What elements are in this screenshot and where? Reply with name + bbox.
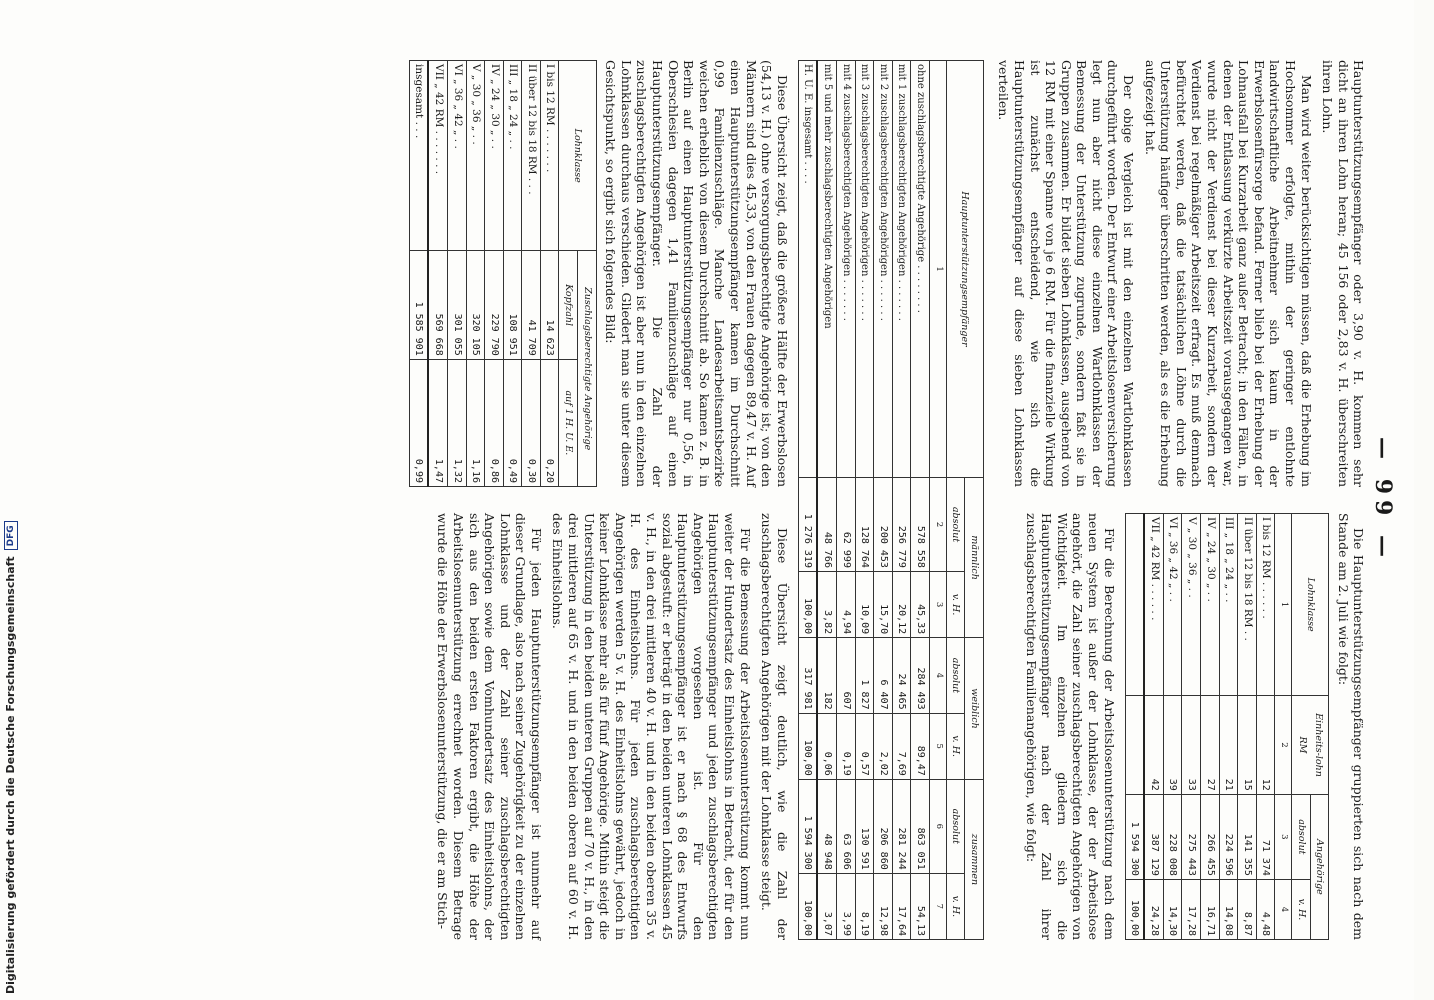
table-row: V „ 30 „ 36 „ . . 320 105 1,16	[466, 61, 485, 487]
col-header: absolut	[1292, 794, 1311, 879]
paragraph: Für jeden Hauptunterstützungsempfänger ist nunmehr auf dieser Grundlage, also nach seiner Zugehörigkeit zu der einzelnen Lohnklasse und der Zahl seiner zuschlagsberechtigten Angehörigen sowie dem Vomhundertsatz des Einheitslohns, der sich aus den beiden ersten Faktoren ergibt, die Höhe der Arbeitslosenunterstützung errechnet worden. Diesem Betrage wurde die Höhe der Erwerbslosenunterstützung, die er am Stich-	[435, 513, 544, 940]
table-row: IV „ 24 „ 30 „ . . 229 790 0,86	[485, 61, 504, 487]
paragraph: Für die Bemessung der Arbeitslosenunterstützung kommt nun weiter der Hundertsatz des Einheitslohns in Betracht, der für den Hauptunterstützungsempfänger und jeden zuschlagsberechtigten Angehörigen vorgesehen ist. Für den Hauptunterstützungsempfänger ist er nach § 68 des Entwurfs sozial abgestuft: er beträgt in den beiden unteren Lohnklassen 45 v. H., in den drei mittleren 40 v. H. und in den beiden oberen 35 v. H. des Einheitslohns. Für jeden zuschlagsberechtigten Angehörigen werden 5 v. H. des Einheitslohns gewährt, jedoch in keiner Lohnklasse mehr als für fünf Angehörige. Mithin steigt die Unterstützung in den beiden unteren Gruppen auf 70 v. H., in den drei mittleren auf 65 v. H. und in den beiden oberen auf 60 v. H. des Einheitslohns.	[550, 513, 753, 940]
table-row: VII „ 42 RM . . . . . . 42 387 129 24,28	[1144, 514, 1163, 940]
table-total-row: 1 594 300 100,00	[1125, 514, 1144, 940]
dfg-logo: DFG	[4, 521, 18, 550]
col-header: auf 1 H. U. E.	[559, 359, 578, 486]
col-header: Lohnklasse	[559, 61, 596, 251]
table-row: II über 12 bis 18 RM . . . 41 709 0,30	[522, 61, 541, 487]
paragraph: Man wird weiter berücksichtigen müssen, daß die Erhebung im Hochsommer erfolgte, mithin der geringer entlohnte landwirtschaftliche Arbeitnehmer sich kaum in der Erwerbslosenfürsorge befand. Ferner blieb bei der Erhebung der Lohnausfall bei Kurzarbeit ganz außer Betracht; in den Fällen, in denen der Entlassung verkürzte Arbeitszeit vorausgegangen war, wurde nicht der Verdienst bei dieser Kurzarbeit, sondern der Verdienst bei regelmäßiger Arbeitszeit erfragt. Es muß demnach befürchtet werden, daß die tatsächlichen Löhne durch die Unterstützung häufiger überschritten werden, als es die Erhebung aufgezeigt hat.	[1142, 60, 1314, 487]
table-row: VI „ 36 „ 42 „ . . 301 055 1,32	[447, 61, 466, 487]
column-number: 1	[929, 61, 946, 478]
col-header: Einheits-lohn RM	[1292, 696, 1329, 795]
column-number: 6	[929, 779, 946, 873]
col-header: v. H.	[946, 713, 965, 779]
col-header: Zuschlagsberechtigte Angehörige	[578, 251, 597, 487]
col-header: Angehörige	[1310, 794, 1329, 939]
col-header: absolut	[946, 478, 965, 572]
digitization-credit	[0, 0, 22, 1000]
right-column-lower	[401, 513, 790, 940]
col-header: Hauptunterstützungsempfänger	[946, 61, 983, 478]
col-header: v. H.	[946, 571, 965, 637]
table-row: mit 1 zuschlagsberechtigten Angehörigen . . . . . . . 256 779 20,12 24 465 7,69 281 244 17,64	[892, 61, 911, 940]
column-number: 5	[929, 713, 946, 779]
col-header: Kopfzahl	[559, 251, 578, 359]
table-row: ohne zuschlagsberechtigte Angehörige . . . . . . . . 578 558 45,33 284 493 89,47 863 051 54,13	[911, 61, 930, 940]
column-number: 3	[1275, 794, 1292, 879]
text-columns	[990, 60, 1367, 940]
column-number: 7	[929, 873, 946, 939]
left-column	[990, 60, 1367, 487]
col-header: Lohnklasse	[1292, 514, 1329, 696]
text-columns-lower	[401, 60, 790, 940]
table-total-row: H. U. E. insgesamt . . . . 1 276 319 100,00 317 981 100,00 1 594 300 100,00	[798, 61, 817, 940]
col-header: männlich	[965, 478, 984, 638]
table-row: VII „ 42 RM . . . . . . . 569 668 1,47	[428, 61, 447, 487]
paragraph: Diese Übersicht zeigt, daß die größere Hälfte der Erwerbslosen (54,13 v. H.) ohne versorgungsberechtigte Angehörige ist; von den Männern sind dies 45,33, von den Frauen dagegen 89,47 v. H. Auf einen Hauptunterstützungsempfänger kamen im Durchschnitt 0,99 Familienzuschläge. Manche Landesarbeitsamtsbezirke weichen erheblich von diesem Durchschnitt ab. So kamen z. B. in Berlin auf einen Hauptunterstützungsempfänger nur 0,56, in Oberschlesien dagegen 1,41 Familienzuschläge auf einen Hauptunterstützungsempfänger. Die Zahl der zuschlagsberechtigten Angehörigen ist aber nun in den einzelnen Lohnklassen durchaus verschieden. Gliedert man sie unter diesem Gesichtspunkt, so ergibt sich folgendes Bild:	[603, 60, 790, 487]
table-row: mit 4 zuschlagsberechtigten Angehörigen . . . . . . . 62 999 4,94 607 0,19 63 606 3,99	[837, 61, 856, 940]
col-header: v. H.	[1292, 879, 1311, 939]
paragraph: Hauptunterstützungsempfänger oder 3,90 v. H. kommen sehr dicht an ihren Lohn heran; 45 156 oder 2,83 v. H. überschreiten ihren Lohn.	[1320, 60, 1367, 487]
col-header: weiblich	[965, 638, 984, 780]
column-number: 2	[1275, 696, 1292, 795]
table-row: V „ 30 „ 36 „ . . 33 275 443 17,28	[1182, 514, 1201, 940]
col-header: zusammen	[965, 779, 984, 939]
dependents-per-class-table	[409, 60, 597, 487]
left-column-lower	[401, 60, 790, 487]
table-row: mit 5 und mehr zuschlagsberechtigten Angehörigen 48 766 3,82 182 0,06 48 948 3,07	[817, 61, 836, 940]
paragraph: Diese Übersicht zeigt deutlich, wie die Zahl der zuschlagsberechtigten Angehörigen mit der Lohnklasse steigt.	[759, 513, 790, 940]
column-number: 4	[1275, 879, 1292, 939]
col-header: absolut	[946, 779, 965, 873]
col-header: v. H.	[946, 873, 965, 939]
table-row: II über 12 bis 18 RM . . 15 141 355 8,87	[1238, 514, 1257, 940]
column-number: 1	[1275, 514, 1292, 696]
table-row: VI „ 36 „ 42 „ . . 39 228 008 14,30	[1163, 514, 1182, 940]
table-row: mit 2 zuschlagsberechtigten Angehörigen . . . . . . . 200 453 15,70 6 407 2,02 206 860 12,98	[874, 61, 893, 940]
page-number: — 99 —	[1370, 437, 1396, 563]
col-header: absolut	[946, 638, 965, 713]
table-row: III „ 18 „ 24 „ . . 21 224 596 14,08	[1219, 514, 1238, 940]
column-number: 3	[929, 571, 946, 637]
table-row: mit 3 zuschlagsberechtigten Angehörigen . . . . . . . 128 764 10,09 1 827 0,57 130 591 8,19	[855, 61, 874, 940]
table-row: I bis 12 RM . . . . . . 12 71 374 4,48	[1256, 514, 1275, 940]
credit-text: Digitalisierung gefördert durch die Deutsche Forschungsgemeinschaft	[4, 556, 17, 994]
table-total-row: insgesamt . . . 1 585 901 0,99	[409, 61, 428, 487]
paragraph: Die Hauptunterstützungsempfänger gruppierten sich nach dem Stande am 2. Juli wie folgt:	[1335, 513, 1367, 940]
table-row: IV „ 24 „ 30 „ . . 27 266 455 16,71	[1201, 514, 1220, 940]
column-number: 2	[929, 478, 946, 572]
family-dependents-table	[798, 60, 984, 940]
right-column	[990, 513, 1367, 940]
column-number: 4	[929, 638, 946, 713]
family-table-wrapper	[798, 60, 984, 940]
table-row: I bis 12 RM . . . . . . . 14 623 0,20	[540, 61, 559, 487]
paragraph: Für die Berechnung der Arbeitslosenunterstützung nach dem neuen System ist außer der Lohnklasse, der der Arbeitslose angehört, die Zahl seiner zuschlagsberechtigten Angehörigen von Wichtigkeit. Im einzelnen gliedern sich die Hauptunterstützungsempfänger nach der Zahl ihrer zuschlagsberechtigten Familienangehörigen, wie folgt:	[1023, 513, 1117, 940]
paragraph: Der obige Vergleich ist mit den einzelnen Wartlohnklassen durchgeführt worden. Der Entwurf einer Arbeitslosenversicherung legt nun aber nicht diese einzelnen Wartlohnklassen der Bemessung der Unterstützung zugrunde, sondern faßt sie in Gruppen zusammen. Er bildet sieben Lohnklassen, ausgehend von 12 RM mit einer Spanne von je 6 RM. Für die finanzielle Wirkung ist zunächst entscheidend, wie sich die Hauptunterstützungsempfänger auf diese sieben Lohnklassen verteilen.	[996, 60, 1137, 487]
table-row: III „ 18 „ 24 „ . . 108 951 0,49	[503, 61, 522, 487]
wage-class-table	[1125, 513, 1330, 940]
